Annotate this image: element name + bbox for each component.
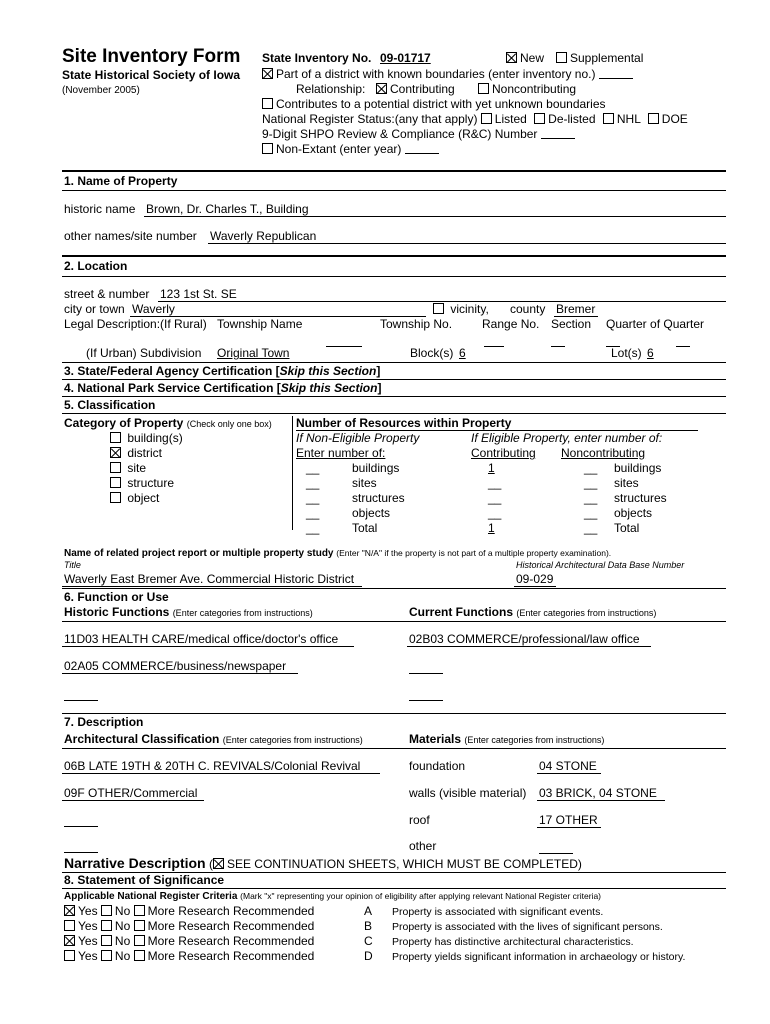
section-1-heading: 1. Name of Property xyxy=(64,174,178,188)
form-title: Site Inventory Form xyxy=(62,46,241,67)
elig-structures-label: structures xyxy=(614,491,667,505)
criterion-more-label: More Research Recommended xyxy=(147,949,315,963)
legal-description-label: Legal Description:(If Rural) xyxy=(64,317,207,331)
related-title-line xyxy=(62,586,362,587)
criterion-yes-checkbox[interactable] xyxy=(64,920,75,931)
shpo-row xyxy=(262,128,575,142)
nr-status-label: National Register Status:(any that apply) xyxy=(262,112,478,126)
criterion-no-checkbox[interactable] xyxy=(101,905,112,916)
foundation-value[interactable]: 04 STONE xyxy=(539,759,597,773)
historic-function-1[interactable]: 11D03 HEALTH CARE/medical office/doctor's office xyxy=(64,632,339,646)
noncontributing-checkbox[interactable] xyxy=(478,83,489,94)
shpo-number-blank[interactable] xyxy=(541,129,575,139)
part-of-district-option[interactable] xyxy=(262,68,633,82)
listed-label: Listed xyxy=(494,112,527,126)
non-extant-checkbox[interactable] xyxy=(262,143,273,154)
noncontributing-objects[interactable]: __ xyxy=(584,506,598,520)
city-value[interactable]: Waverly xyxy=(132,302,175,316)
criterion-more-checkbox[interactable] xyxy=(134,950,145,961)
hadb-number[interactable]: 09-029 xyxy=(516,572,554,586)
current-function-1[interactable]: 02B03 COMMERCE/professional/law office xyxy=(409,632,640,646)
roof-value[interactable]: 17 OTHER xyxy=(539,813,598,827)
criterion-yes-label: Yes xyxy=(78,904,101,918)
district-inventory-blank[interactable] xyxy=(599,69,633,79)
category-object[interactable]: object xyxy=(110,492,159,506)
non-extant-year-blank[interactable] xyxy=(405,144,439,154)
category-structure-checkbox[interactable] xyxy=(110,477,121,488)
new-label: New xyxy=(520,51,545,65)
category-district-checkbox[interactable] xyxy=(110,447,121,458)
listed-checkbox[interactable] xyxy=(481,113,492,124)
criteria-heading: Applicable National Register Criteria (Mark "x" representing your opinion of eligibility after applying relevant National Register criteria) xyxy=(64,891,602,902)
criterion-description: Property is associated with the lives of significant persons. xyxy=(392,921,663,933)
noncontributing-buildings[interactable]: __ xyxy=(584,461,598,475)
criterion-more-label: More Research Recommended xyxy=(147,919,315,933)
block-value[interactable]: 6 xyxy=(459,346,466,360)
non-eligible-objects[interactable]: __ xyxy=(306,506,320,520)
other-names-line xyxy=(208,243,726,244)
form-date: (November 2005) xyxy=(62,85,140,96)
contributing-label: Contributing xyxy=(390,82,455,96)
narrative-row: Narrative Description ( SEE CONTINUATION SHEETS, WHICH MUST BE COMPLETED) xyxy=(64,855,582,871)
range-no-label: Range No. xyxy=(482,317,540,331)
section-1-top-rule xyxy=(62,170,726,172)
section-2-heading-rule xyxy=(62,276,726,277)
county-label: county xyxy=(510,302,546,316)
eligible-label: If Eligible Property, enter number of: xyxy=(471,431,663,445)
hadb-line xyxy=(514,586,556,587)
criterion-yes-checkbox[interactable] xyxy=(64,935,75,946)
walls-label: walls (visible material) xyxy=(409,786,527,800)
section-5-heading-rule xyxy=(62,413,726,414)
non-eligible-label: If Non-Eligible Property xyxy=(296,431,420,445)
criterion-row-c xyxy=(64,935,314,949)
criterion-letter: C xyxy=(364,934,373,948)
elig-total-label: Total xyxy=(614,521,640,535)
other-material-label: other xyxy=(409,839,437,853)
township-no-label: Township No. xyxy=(380,317,453,331)
city-label: city or town xyxy=(64,302,125,316)
contributing-checkbox[interactable] xyxy=(376,83,387,94)
township-blank[interactable] xyxy=(326,346,362,347)
inventory-number: 09-01717 xyxy=(380,51,431,65)
inventory-label: State Inventory No. xyxy=(262,51,372,65)
category-structure[interactable]: structure xyxy=(110,477,174,491)
historic-function-3-blank[interactable] xyxy=(64,700,98,701)
block-label: Block(s) xyxy=(410,346,454,360)
doe-checkbox[interactable] xyxy=(648,113,659,124)
lot-value[interactable]: 6 xyxy=(647,346,654,360)
criterion-more-label: More Research Recommended xyxy=(147,934,315,948)
section-7-top-rule xyxy=(62,713,726,714)
elig-objects-label: objects xyxy=(614,506,653,520)
section-8-heading-rule xyxy=(62,888,726,889)
row-buildings-label: buildings xyxy=(352,461,400,475)
street-value[interactable]: 123 1st St. SE xyxy=(160,287,237,301)
title-label: Title xyxy=(64,560,81,570)
subdivision-value[interactable]: Original Town xyxy=(217,346,290,360)
criterion-letter: B xyxy=(364,919,373,933)
arch-classification-1-line xyxy=(62,773,380,774)
non-eligible-buildings[interactable]: __ xyxy=(306,461,320,475)
roof-line xyxy=(537,827,601,828)
criterion-yes-label: Yes xyxy=(78,934,101,948)
non-eligible-sites[interactable]: __ xyxy=(306,476,320,490)
category-object-checkbox[interactable] xyxy=(110,492,121,503)
arch-classification-3-blank[interactable] xyxy=(64,826,98,827)
narrative-checkbox[interactable] xyxy=(213,858,224,869)
criterion-row-d xyxy=(64,950,314,964)
historic-name-value[interactable]: Brown, Dr. Charles T., Building xyxy=(146,202,309,216)
section-3-top-rule xyxy=(62,362,726,363)
category-site[interactable]: site xyxy=(110,462,146,476)
criterion-row-a xyxy=(64,905,314,919)
criterion-description: Property has distinctive architectural characteristics. xyxy=(392,936,634,948)
historic-function-2-line xyxy=(62,673,298,674)
criterion-no-checkbox[interactable] xyxy=(101,920,112,931)
criterion-yes-label: Yes xyxy=(78,949,101,963)
row-structures-label: structures xyxy=(352,491,405,505)
criterion-description: Property yields significant information in archaeology or history. xyxy=(392,951,686,963)
elig-buildings-label: buildings xyxy=(614,461,662,475)
enter-number-label: Enter number of: xyxy=(296,446,386,460)
criterion-letter: D xyxy=(364,949,373,963)
criterion-no-label: No xyxy=(114,904,134,918)
category-heading: Category of Property (Check only one box) xyxy=(64,416,272,430)
contributing-objects[interactable]: __ xyxy=(488,506,502,520)
section-label: Section xyxy=(551,317,592,331)
street-label: street & number xyxy=(64,287,150,301)
related-study-title[interactable]: Waverly East Bremer Ave. Commercial Historic District xyxy=(64,572,355,586)
township-name-label: Township Name xyxy=(217,317,303,331)
section-4-top-rule xyxy=(62,379,726,380)
roof-label: roof xyxy=(409,813,430,827)
delisted-label: De-listed xyxy=(548,112,596,126)
section-blank[interactable] xyxy=(551,346,565,347)
section-2-top-rule xyxy=(62,255,726,257)
criterion-more-checkbox[interactable] xyxy=(134,935,145,946)
current-function-3-blank[interactable] xyxy=(409,700,443,701)
narrative-label: Narrative Description xyxy=(64,855,206,871)
row-objects-label: objects xyxy=(352,506,391,520)
criterion-no-checkbox[interactable] xyxy=(101,950,112,961)
arch-classification-2-line xyxy=(62,800,204,801)
resources-heading: Number of Resources within Property xyxy=(296,416,512,430)
historic-function-2[interactable]: 02A05 COMMERCE/business/newspaper xyxy=(64,659,287,673)
classification-divider xyxy=(292,416,293,530)
category-district[interactable]: district xyxy=(110,447,162,461)
noncontributing-label: Noncontributing xyxy=(492,82,577,96)
potential-district-checkbox[interactable] xyxy=(262,98,273,109)
noncontributing-sites[interactable]: __ xyxy=(584,476,598,490)
narrative-note: SEE CONTINUATION SHEETS, WHICH MUST BE COMPLETED) xyxy=(226,857,582,871)
criterion-more-label: More Research Recommended xyxy=(147,904,315,918)
section-2-heading: 2. Location xyxy=(64,259,128,273)
historic-function-1-line xyxy=(62,646,354,647)
vicinity-option[interactable] xyxy=(433,303,489,317)
arch-classification-heading: Architectural Classification (Enter categories from instructions) xyxy=(64,732,363,746)
criterion-no-label: No xyxy=(114,919,134,933)
non-eligible-total[interactable]: __ xyxy=(306,521,320,535)
arch-classification-2[interactable]: 09F OTHER/Commercial xyxy=(64,786,198,800)
noncontributing-total[interactable]: __ xyxy=(584,521,598,535)
criterion-no-label: No xyxy=(114,949,134,963)
county-value[interactable]: Bremer xyxy=(556,302,596,316)
section-7-heading-rule xyxy=(62,748,726,749)
non-extant-label: Non-Extant (enter year) xyxy=(276,142,402,156)
contributing-structures[interactable]: __ xyxy=(488,491,502,505)
arch-classification-1[interactable]: 06B LATE 19TH & 20TH C. REVIVALS/Colonial Revival xyxy=(64,759,361,773)
category-site-checkbox[interactable] xyxy=(110,462,121,473)
criterion-no-checkbox[interactable] xyxy=(101,935,112,946)
section-6-heading-rule xyxy=(62,621,726,622)
row-total-label: Total xyxy=(352,521,378,535)
foundation-line xyxy=(537,773,601,774)
new-checkbox[interactable] xyxy=(506,52,517,63)
criterion-row-b xyxy=(64,920,314,934)
doe-label: DOE xyxy=(661,112,688,126)
contributing-col-label: Contributing xyxy=(471,446,536,460)
elig-sites-label: sites xyxy=(614,476,639,490)
vicinity-label: vicinity, xyxy=(450,302,489,316)
nhl-label: NHL xyxy=(616,112,641,126)
part-of-district-checkbox[interactable] xyxy=(262,68,273,79)
new-option[interactable] xyxy=(506,52,544,66)
hadb-label: Historical Architectural Data Base Number xyxy=(516,560,685,570)
shpo-label: 9-Digit SHPO Review & Compliance (R&C) Number xyxy=(262,127,538,141)
noncontributing-option[interactable] xyxy=(478,83,576,97)
non-extant-option[interactable] xyxy=(262,143,439,157)
nr-status-row xyxy=(262,113,688,127)
walls-line xyxy=(537,800,665,801)
historic-name-line xyxy=(144,216,726,217)
criterion-no-label: No xyxy=(114,934,134,948)
walls-value[interactable]: 03 BRICK, 04 STONE xyxy=(539,786,657,800)
section-8-heading: 8. Statement of Significance xyxy=(64,873,225,887)
contributing-buildings[interactable]: 1 xyxy=(488,461,495,475)
society-name: State Historical Society of Iowa xyxy=(62,68,241,82)
criterion-description: Property is associated with significant events. xyxy=(392,906,604,918)
section-5-heading: 5. Classification xyxy=(64,398,156,412)
other-names-label: other names/site number xyxy=(64,229,197,243)
criterion-more-checkbox[interactable] xyxy=(134,920,145,931)
category-building[interactable]: building(s) xyxy=(110,432,183,446)
supplemental-option[interactable] xyxy=(556,52,643,66)
current-functions-heading: Current Functions (Enter categories from instructions) xyxy=(409,605,657,619)
vicinity-checkbox[interactable] xyxy=(433,303,444,314)
current-function-1-line xyxy=(407,646,651,647)
related-study-label: Name of related project report or multiple property study (Enter "N/A" if the property is not part of a multiple property examination). xyxy=(64,548,612,559)
of-quarter-blank[interactable] xyxy=(676,346,690,347)
criterion-more-checkbox[interactable] xyxy=(134,905,145,916)
criterion-yes-label: Yes xyxy=(78,919,101,933)
criterion-yes-checkbox[interactable] xyxy=(64,950,75,961)
materials-heading: Materials (Enter categories from instructions) xyxy=(409,732,605,746)
noncontributing-structures[interactable]: __ xyxy=(584,491,598,505)
section-3-heading: 3. State/Federal Agency Certification [Skip this Section] xyxy=(64,364,381,378)
part-of-district-label: Part of a district with known boundaries (enter inventory no.) xyxy=(276,67,596,81)
potential-district-option[interactable] xyxy=(262,98,606,112)
section-7-heading: 7. Description xyxy=(64,715,144,729)
contributing-sites[interactable]: __ xyxy=(488,476,502,490)
other-material-blank[interactable] xyxy=(539,853,573,854)
arch-classification-4-blank[interactable] xyxy=(64,852,98,853)
supplemental-checkbox[interactable] xyxy=(556,52,567,63)
delisted-checkbox[interactable] xyxy=(534,113,545,124)
other-names-value[interactable]: Waverly Republican xyxy=(210,229,317,243)
section-4-heading: 4. National Park Service Certification [Skip this Section] xyxy=(64,381,382,395)
urban-subdivision-label: (If Urban) Subdivision xyxy=(86,346,202,360)
row-sites-label: sites xyxy=(352,476,377,490)
historic-functions-heading: Historic Functions (Enter categories from instructions) xyxy=(64,605,313,619)
supplemental-label: Supplemental xyxy=(570,51,644,65)
current-function-2-blank[interactable] xyxy=(409,673,443,674)
contributing-option[interactable] xyxy=(376,83,455,97)
nhl-checkbox[interactable] xyxy=(603,113,614,124)
non-eligible-structures[interactable]: __ xyxy=(306,491,320,505)
section-6-heading: 6. Function or Use xyxy=(64,590,169,604)
contributing-total[interactable]: 1 xyxy=(488,521,495,535)
criterion-letter: A xyxy=(364,904,373,918)
range-blank[interactable] xyxy=(484,346,504,347)
lot-label: Lot(s) xyxy=(611,346,642,360)
section-5-top-rule xyxy=(62,396,726,397)
noncontributing-col-label: Noncontributing xyxy=(561,446,646,460)
section-6-top-rule xyxy=(62,588,726,589)
quarter-label: Quarter of Quarter xyxy=(606,317,705,331)
criterion-yes-checkbox[interactable] xyxy=(64,905,75,916)
category-building-checkbox[interactable] xyxy=(110,432,121,443)
foundation-label: foundation xyxy=(409,759,466,773)
potential-district-label: Contributes to a potential district with yet unknown boundaries xyxy=(276,97,606,111)
section-1-heading-rule xyxy=(62,190,726,191)
historic-name-label: historic name xyxy=(64,202,136,216)
relationship-label: Relationship: xyxy=(296,82,366,96)
street-line xyxy=(158,301,726,302)
